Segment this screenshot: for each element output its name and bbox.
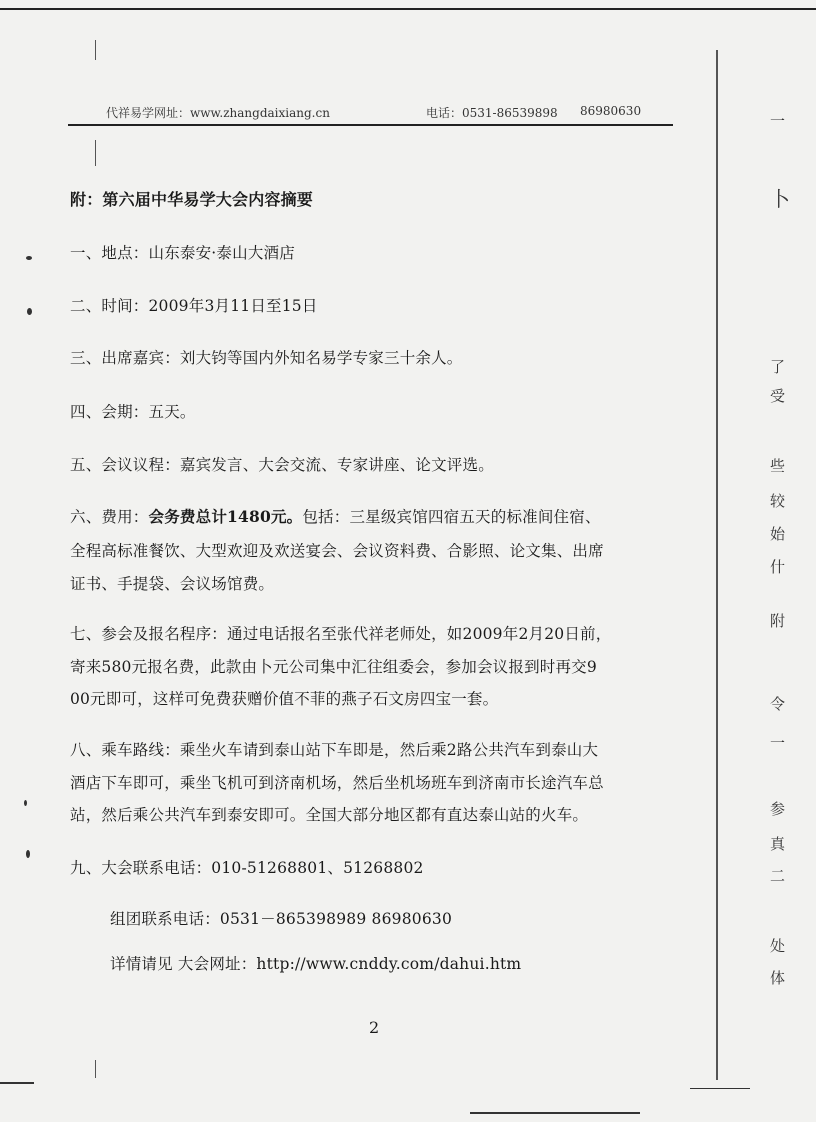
header-phone: 电话：0531-86539898 [426,106,558,120]
right-margin-line [716,50,718,1080]
item-route-line-2: 酒店下车即可，乘坐飞机可到济南机场，然后坐机场班车到济南市长途汽车总 [70,774,604,792]
side-char: 较 [770,492,786,510]
item-route: 八、乘车路线：乘坐火车请到泰山站下车即是，然后乘2路公共汽车到泰山大 [70,741,599,759]
scan-mark [470,1112,640,1114]
item-duration: 四、会期：五天。 [70,403,196,421]
side-char: 附 [770,612,786,630]
scan-mark [0,1082,34,1084]
header-phone-2: 86980630 [580,104,642,118]
side-char: 处 [770,937,786,955]
item-location: 一、地点：山东泰安·泰山大酒店 [70,244,295,262]
item-fees-line-3: 证书、手提袋、会议场馆费。 [70,575,275,593]
item-agenda: 五、会议议程：嘉宾发言、大会交流、专家讲座、论文评选。 [70,456,494,474]
scan-mark [95,1060,96,1078]
item-fees-line-2: 全程高标准餐饮、大型欢迎及欢送宴会、会议资料费、合影照、论文集、出席 [70,542,604,560]
side-char: 受 [770,387,786,405]
item-group-contact: 组团联系电话：0531－865398989 86980630 [110,910,453,928]
side-char: 真 [770,835,786,853]
item-fees [70,505,601,527]
scan-speck [27,308,32,315]
side-char: 体 [770,969,786,987]
item-website: 详情请见 大会网址：http://www.cnddy.com/dahui.htm [110,955,522,973]
scan-speck [26,256,32,260]
top-border [0,8,816,10]
scan-mark [95,40,96,60]
item-time: 二、时间：2009年3月11日至15日 [70,297,318,315]
scan-speck [26,850,30,858]
scan-mark [95,140,96,166]
side-char: 了 [770,358,786,376]
side-char: 卜 [770,187,790,211]
document-title: 附：第六届中华易学大会内容摘要 [70,190,314,209]
item-registration-line-3: 00元即可，这样可免费获赠价值不菲的燕子石文房四宝一套。 [70,690,499,708]
item-guests: 三、出席嘉宾：刘大钧等国内外知名易学专家三十余人。 [70,349,463,367]
side-char: 参 [770,800,786,818]
fees-total: 会务费总计1480元。 [148,507,303,526]
side-char: 始 [770,525,786,543]
fees-label: 六、费用： [70,508,149,526]
side-char: 些 [770,457,786,475]
side-char: 二 [770,867,786,885]
item-contact: 九、大会联系电话：010-51268801、51268802 [70,859,424,877]
page-number: 2 [369,1018,380,1037]
fees-detail: 包括：三星级宾馆四宿五天的标准间住宿、 [302,508,601,526]
side-char: 一 [770,112,786,130]
header-website: 代祥易学网址：www.zhangdaixiang.cn [106,106,330,120]
scan-speck [24,800,27,806]
header-rule [68,124,673,126]
item-registration: 七、参会及报名程序：通过电话报名至张代祥老师处，如2009年2月20日前， [70,625,612,643]
item-registration-line-2: 寄来580元报名费，此款由卜元公司集中汇往组委会，参加会议报到时再交9 [70,658,597,676]
item-route-line-3: 站，然后乘公共汽车到泰安即可。全国大部分地区都有直达泰山站的火车。 [70,806,589,824]
side-char: 令 [770,695,786,713]
side-char: 什 [770,558,786,576]
side-char: 一 [770,734,786,752]
scan-mark [690,1088,750,1089]
